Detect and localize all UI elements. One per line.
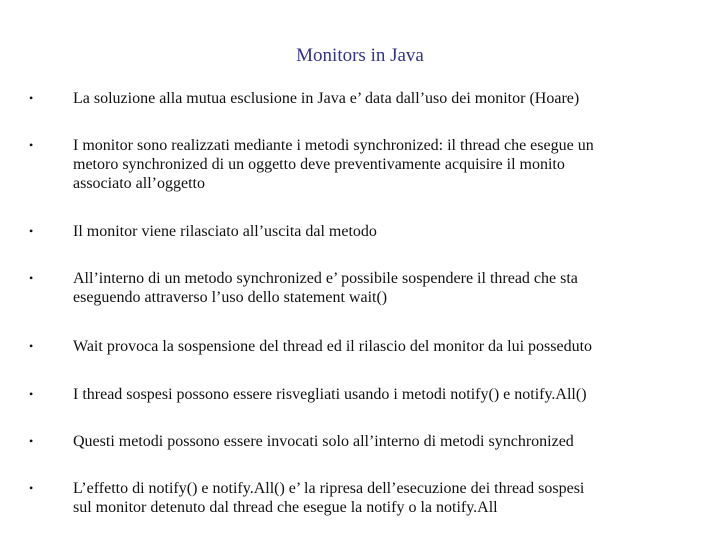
bullet-text-1: La soluzione alla mutua esclusione in Java e’ data dall’uso dei monitor (Hoare) [73, 90, 580, 107]
bullet-marker: • [29, 138, 34, 152]
slide-title-text: Monitors in Java [296, 45, 424, 66]
bullet-marker: • [29, 481, 34, 495]
bullet-marker: • [29, 91, 34, 105]
bullet-marker: • [29, 271, 34, 285]
bullet-text-7: Questi metodi possono essere invocati solo all’interno di metodi synchronized [73, 433, 574, 450]
bullet-marker: • [29, 387, 34, 401]
bullet-text-5: Wait provoca la sospensione del thread ed il rilascio del monitor da lui posseduto [73, 338, 593, 355]
bullet-text-3: Il monitor viene rilasciato all’uscita dal metodo [73, 223, 377, 240]
bullet-marker: • [29, 339, 34, 353]
bullet-text-2: I monitor sono realizzati mediante i metodi synchronized: il thread che esegue un metoro synchronized di un oggetto deve preventivamente acquisire il monito associato all’oggetto [73, 137, 594, 192]
bullet-marker: • [29, 224, 34, 238]
bullet-text-8: L’effetto di notify() e notify.All() e’ la ripresa dell’esecuzione dei thread sospesi sul monitor detenuto dal thread che esegue la notify o la notify.All [73, 480, 585, 516]
bullet-text-6: I thread sospesi possono essere risvegliati usando i metodi notify() e notify.All() [73, 386, 587, 403]
bullet-marker: • [29, 434, 34, 448]
bullet-text-4: All’interno di un metodo synchronized e’ possibile sospendere il thread che sta eseguendo attraverso l’uso dello statement wait() [73, 270, 578, 306]
